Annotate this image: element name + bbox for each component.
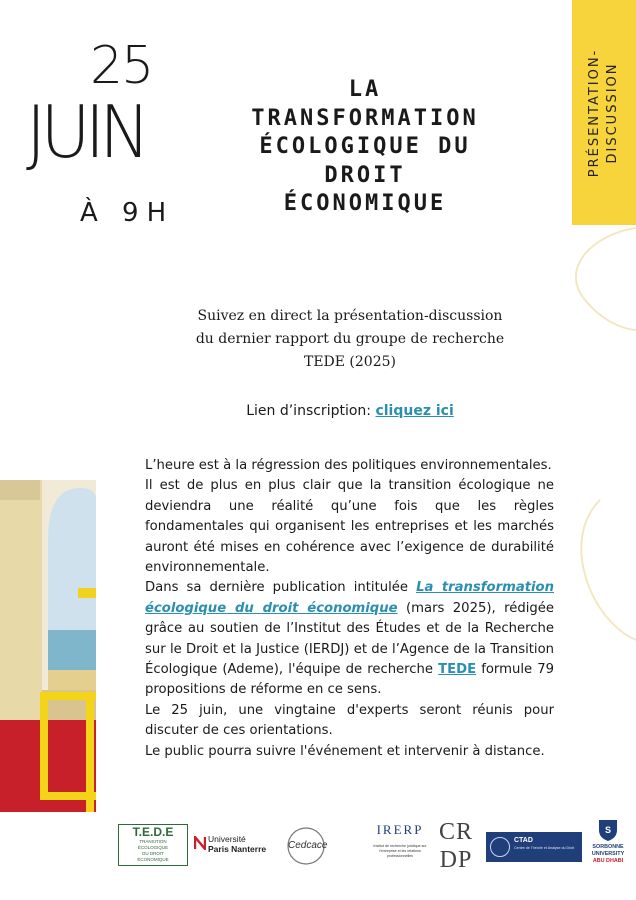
intro-text <box>150 305 550 374</box>
registration-label: Lien d’inscription: <box>246 403 376 419</box>
title-line: DROIT <box>324 162 406 188</box>
ctad-logo <box>486 832 582 862</box>
intro-line: du dernier rapport du groupe de recherche <box>195 331 505 347</box>
svg-text:S: S <box>604 825 612 835</box>
event-type-tab <box>572 0 636 225</box>
irerp-logo <box>370 822 430 874</box>
event-day: 25 <box>90 36 153 96</box>
nanterre-line: Paris Nanterre <box>208 844 267 854</box>
sorbonne-line: UNIVERSITY <box>591 851 625 857</box>
tede-logo-name: T.E.D.E <box>132 825 174 839</box>
event-type-line-1: PRÉSENTATION- <box>587 48 602 177</box>
ctad-logo-sub: Centre de Théorie et Analyse du Droit <box>514 846 575 850</box>
irerp-logo-sub: Institut de recherche juridique sur l'entreprise et les relations professionnelles <box>373 844 427 858</box>
irerp-logo-name: IRERP <box>376 822 424 837</box>
description-text: (mars 2025), rédigée grâce au soutien de l’Institut des Études et de la Recherche sur le Droit et la Justice (IERDJ) et de l’Agence de la Transition Écologique (Ademe), l'équipe de recherche <box>145 600 554 678</box>
ctad-mark-icon <box>490 837 510 857</box>
decorative-painting <box>0 480 96 812</box>
partner-logos <box>118 818 628 890</box>
description-text: formule 79 propositions de réforme en ce sens. <box>145 662 554 698</box>
cedcace-logo <box>286 826 348 866</box>
description-paragraph: Il est de plus en plus clair que la transition écologique ne deviendra une réalité qu’une fois que les règles fondamentales qui organisent les entreprises et les marchés auront été mises en cohérence avec l’exigence de durabilité environnementale. <box>145 478 554 576</box>
description-paragraph: Le public pourra suivre l'événement et intervenir à distance. <box>145 743 545 759</box>
event-title <box>200 76 530 219</box>
event-month: JUIN <box>26 90 145 174</box>
event-description <box>145 456 554 762</box>
ctad-logo-name: CTAD <box>514 837 533 844</box>
sorbonne-logo <box>588 818 628 886</box>
nanterre-logo <box>194 834 270 864</box>
crdp-logo-name: CRDP <box>438 819 473 873</box>
cedcace-logo-name: Cedcace <box>288 840 328 851</box>
sorbonne-shield-icon <box>597 818 619 842</box>
sorbonne-line: ABU DHABI <box>592 858 624 864</box>
registration-link[interactable]: cliquez ici <box>375 403 454 419</box>
registration-line <box>150 400 550 422</box>
tede-logo-sub: ÉCONOMIQUE <box>137 857 169 862</box>
sorbonne-line: SORBONNE <box>592 844 624 850</box>
title-line: LA <box>348 77 382 102</box>
tede-logo <box>118 824 188 866</box>
description-paragraph <box>145 578 554 700</box>
intro-line: TEDE (2025) <box>303 354 396 370</box>
nanterre-mark-icon <box>194 836 206 850</box>
tede-logo-sub: TRANSITION <box>139 839 167 844</box>
description-paragraph: L’heure est à la régression des politiques environnementales. <box>145 458 552 473</box>
title-line: ÉCONOMIQUE <box>283 191 447 216</box>
event-type-line-2: DISCUSSION <box>605 62 620 163</box>
publication-link[interactable]: La transformation écologique du droit économique <box>145 580 554 616</box>
crdp-logo <box>436 818 480 878</box>
event-time: À 9H <box>80 198 175 228</box>
nanterre-line: Université <box>208 834 246 844</box>
title-line: ÉCOLOGIQUE DU <box>259 134 471 159</box>
tede-link[interactable]: TEDE <box>438 662 477 678</box>
tede-logo-sub: DU DROIT <box>142 851 164 856</box>
intro-line: Suivez en direct la présentation-discussion <box>197 308 503 324</box>
title-line: TRANSFORMATION <box>251 105 479 131</box>
description-paragraph: Le 25 juin, une vingtaine d'experts seront réunis pour discuter de ces orientations. <box>145 702 554 739</box>
tede-logo-sub: ÉCOLOGIQUE <box>137 845 169 850</box>
event-type-label <box>586 3 622 223</box>
description-text: Dans sa dernière publication intitulée <box>145 580 417 596</box>
